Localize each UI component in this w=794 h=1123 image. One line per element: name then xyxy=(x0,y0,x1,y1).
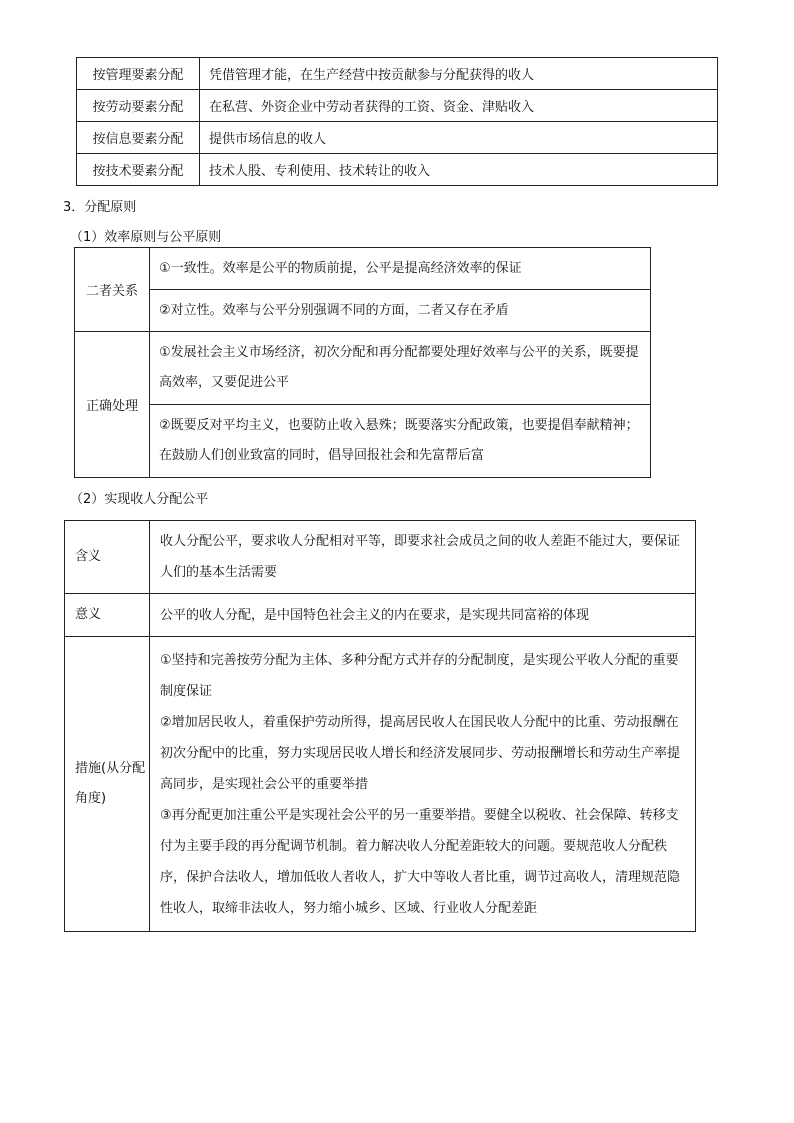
table-row xyxy=(77,122,718,154)
table-row xyxy=(75,405,651,478)
table-row xyxy=(77,90,718,122)
row-key: 意义 xyxy=(65,594,150,637)
row-item: ②对立性。效率与公平分别强调不同的方面，二者又存在矛盾 xyxy=(150,290,651,332)
table-row xyxy=(65,637,696,932)
measure-item: ①坚持和完善按劳分配为主体、多种分配方式并存的分配制度，是实现公平收人分配的重要制度保证 xyxy=(160,652,679,699)
row-value: 凭借管理才能，在生产经营中按贡献参与分配获得的收人 xyxy=(200,58,718,90)
row-value: 提供市场信息的收人 xyxy=(200,122,718,154)
table-row xyxy=(75,332,651,405)
row-key: 含义 xyxy=(65,521,150,594)
row-item: ①发展社会主义市场经济，初次分配和再分配都要处理好效率与公平的关系，既要提高效率，又要促进公平 xyxy=(150,332,651,405)
row-value: 收人分配公平，要求收人分配相对平等，即要求社会成员之间的收人差距不能过大，要保证人们的基本生活需要 xyxy=(150,521,696,594)
row-key: 措施(从分配角度) xyxy=(65,637,150,932)
table-row xyxy=(77,58,718,90)
table-row xyxy=(65,521,696,594)
income-fairness-table xyxy=(64,520,696,932)
measure-item: ②增加居民收人，着重保护劳动所得，提高居民收人在国民收人分配中的比重、劳动报酬在初次分配中的比重，努力实现居民收人增长和经济发展同步、劳动报酬增长和劳动生产率提高同步，是实现社会公平的重要举措 xyxy=(160,714,681,792)
section-heading: 3．分配原则 xyxy=(63,200,137,215)
factor-distribution-table xyxy=(76,57,718,186)
row-value: 在私营、外资企业中劳动者获得的工资、资金、津贴收入 xyxy=(200,90,718,122)
table-row xyxy=(75,248,651,290)
row-key: 按技术要素分配 xyxy=(77,154,200,186)
row-key: 按管理要素分配 xyxy=(77,58,200,90)
table-row xyxy=(75,290,651,332)
subsection-heading: （1）效率原则与公平原则 xyxy=(70,230,222,245)
row-value xyxy=(150,637,696,932)
row-value: 技术人股、专利使用、技术转让的收入 xyxy=(200,154,718,186)
measure-item: ③再分配更加注重公平是实现社会公平的另一重要举措。要健全以税收、社会保障、转移支付为主要手段的再分配调节机制。着力解决收人分配差距较大的问题。要规范收人分配秩序，保护合法收人，增加低收人者收人，扩大中等收人者比重，调节过高收人，清理规范隐性收人，取缔非法收人，努力缩小城乡、区域、行业收人分配差距 xyxy=(160,807,681,916)
row-value: 公平的收人分配，是中国特色社会主义的内在要求，是实现共同富裕的体现 xyxy=(150,594,696,637)
table-row xyxy=(77,154,718,186)
row-item: ②既要反对平均主义，也要防止收入悬殊；既要落实分配政策，也要提倡奉献精神；在鼓励人们创业致富的同时，倡导回报社会和先富帮后富 xyxy=(150,405,651,478)
row-item: ①一致性。效率是公平的物质前提，公平是提高经济效率的保证 xyxy=(150,248,651,290)
table-row xyxy=(65,594,696,637)
row-key: 二者关系 xyxy=(75,248,150,332)
efficiency-fairness-table xyxy=(74,247,651,478)
row-key: 正确处理 xyxy=(75,332,150,478)
row-key: 按劳动要素分配 xyxy=(77,90,200,122)
subsection-heading: （2）实现收人分配公平 xyxy=(70,492,209,507)
row-key: 按信息要素分配 xyxy=(77,122,200,154)
